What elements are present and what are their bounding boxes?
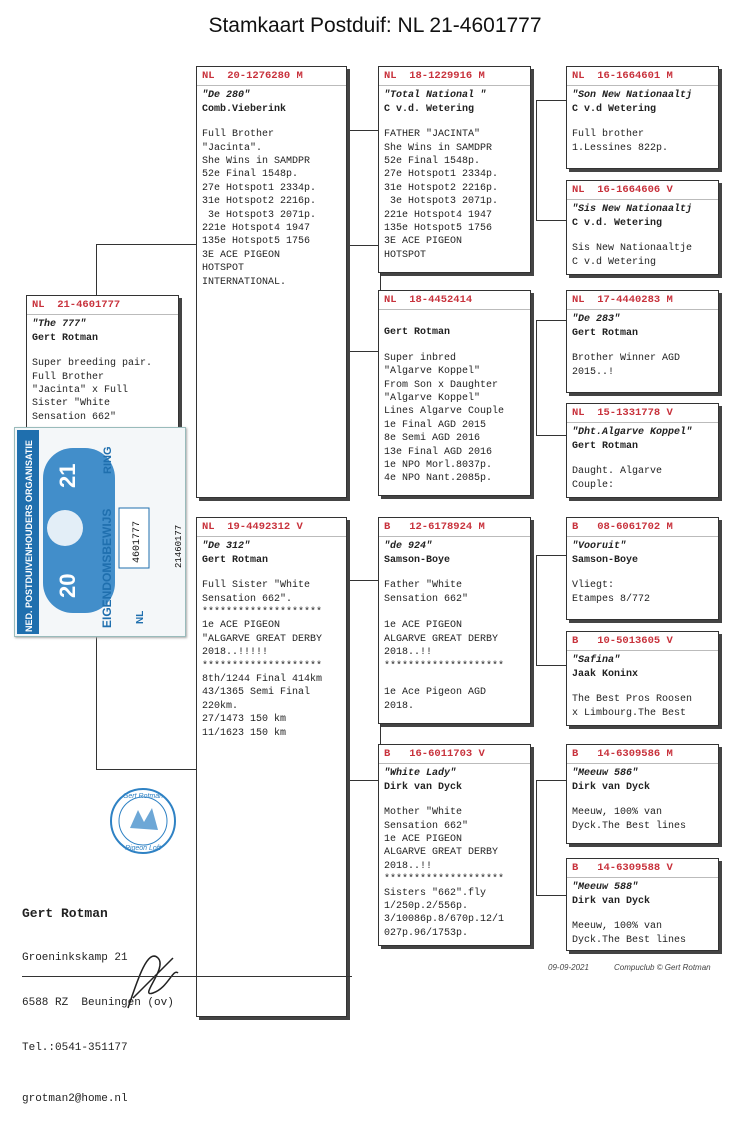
connector-mmf — [536, 780, 567, 841]
certificate-vertical-number: 21460177 — [174, 524, 184, 568]
mf-name: "de 924" — [384, 541, 433, 553]
certificate-org: NED. POSTDUIVENHOUDERS ORGANISATIE — [24, 440, 34, 632]
father-ring: NL 20-1276280 M — [197, 70, 346, 86]
mfm-card[interactable] — [566, 631, 719, 726]
mm-notes: Mother "White Sensation 662" 1e ACE PIGEON ALGARVE GREAT DERBY 2018..!! ******************** Sisters "662".fly 1/250p.2/556p. 3/10086p.8/670p.12/1 027p.96/1753p. — [384, 807, 505, 939]
fmm-name: "Dht.Algarve Koppel" — [572, 427, 693, 439]
ff-ring: NL 18-1229916 M — [379, 70, 530, 86]
fmf-owner: Gert Rotman — [572, 327, 639, 339]
certificate-year-left: 20 — [55, 573, 80, 598]
subject-ring: NL 21-4601777 — [27, 299, 178, 315]
mf-owner: Samson-Boye — [384, 554, 451, 566]
fff-owner: C v.d Wetering — [572, 103, 657, 115]
fmf-notes: Brother Winner AGD 2015..! — [572, 353, 681, 378]
loft-stamp-top: Gert Rotman — [122, 793, 164, 800]
subject-name: "The 777" — [32, 319, 87, 331]
mff-owner: Samson-Boye — [572, 554, 639, 566]
mmf-ring: B 14-6309586 M — [567, 748, 718, 764]
fmm-card[interactable] — [566, 403, 719, 498]
fm-name — [384, 313, 525, 326]
pigeon-icon — [130, 808, 158, 830]
signature-line — [22, 976, 352, 977]
mother-card[interactable] — [196, 517, 347, 1017]
ffm-owner: C v.d. Wetering — [572, 217, 663, 229]
connector-mother — [96, 635, 197, 770]
loft-stamp — [108, 786, 178, 861]
connector-fm — [348, 245, 381, 352]
connector-father — [96, 244, 197, 297]
father-name: "De 280" — [202, 90, 251, 102]
fmf-name: "De 283" — [572, 314, 621, 326]
mfm-notes: The Best Pros Roosen x Limbourg.The Best — [572, 694, 693, 719]
mf-card[interactable] — [378, 517, 531, 724]
connector-mfm — [536, 610, 567, 666]
father-notes: Full Brother "Jacinta". She Wins in SAMDPR 52e Final 1548p. 27e Hotspot1 2334p. 31e Hotspot2 2216p. 3e Hotspot3 2071p. 221e Hotspot4 1947 135e Hotspot5 1756 3E ACE PIGEON HOTSPOT INTERNATIONAL. — [202, 129, 317, 288]
ffm-name: "Sis New Nationaaltj — [572, 204, 693, 216]
subject-notes: Super breeding pair. Full Brother "Jacinta" x Full Sister "White Sensation 662" — [32, 358, 153, 423]
fmm-owner: Gert Rotman — [572, 440, 639, 452]
owner-phone: Tel.:0541-351177 — [22, 1042, 128, 1054]
owner-name: Gert Rotman — [22, 906, 108, 921]
subject-owner: Gert Rotman — [32, 332, 99, 344]
father-owner: Comb.Vieberink — [202, 103, 287, 115]
mmf-name: "Meeuw 586" — [572, 768, 639, 780]
signature — [118, 938, 188, 1023]
subject-card[interactable] — [26, 295, 179, 430]
father-card[interactable] — [196, 66, 347, 498]
fmm-ring: NL 15-1331778 V — [567, 407, 718, 423]
mmf-card[interactable] — [566, 744, 719, 844]
mother-owner: Gert Rotman — [202, 554, 269, 566]
connector-fmm — [536, 375, 567, 436]
fm-ring: NL 18-4452414 — [379, 294, 530, 310]
mother-ring: NL 19-4492312 V — [197, 521, 346, 537]
ffm-card[interactable] — [566, 180, 719, 275]
fm-owner: Gert Rotman — [384, 327, 451, 339]
fff-ring: NL 16-1664601 M — [567, 70, 718, 86]
loft-stamp-bottom: Pigeon Loft — [125, 845, 161, 852]
connector-mm — [348, 675, 381, 781]
mfm-name: "Safina" — [572, 655, 621, 667]
ff-owner: C v.d. Wetering — [384, 103, 475, 115]
certificate-country: NL — [135, 610, 146, 624]
ffm-ring: NL 16-1664606 V — [567, 184, 718, 200]
mmf-owner: Dirk van Dyck — [572, 781, 651, 793]
certificate-title: EIGENDOMSBEWIJS — [100, 508, 114, 628]
mm-name: "White Lady" — [384, 768, 457, 780]
mfm-ring: B 10-5013605 V — [567, 635, 718, 651]
connector-mf — [348, 580, 381, 676]
mmm-notes: Meeuw, 100% van Dyck.The Best lines — [572, 921, 687, 946]
ff-name: "Total National " — [384, 90, 487, 102]
mmm-card[interactable] — [566, 858, 719, 951]
fff-name: "Son New Nationaaltj — [572, 90, 693, 102]
certificate-ring-label: RING — [102, 446, 114, 474]
mf-notes: Father "White Sensation 662" 1e ACE PIGEON ALGARVE GREAT DERBY 2018..!! ******************** 1e Ace Pigeon AGD 2018. — [384, 580, 505, 712]
fm-card[interactable] — [378, 290, 531, 496]
fmm-notes: Daught. Algarve Couple: — [572, 466, 663, 491]
mff-card[interactable] — [566, 517, 719, 620]
mother-name: "De 312" — [202, 541, 251, 553]
mmm-name: "Meeuw 588" — [572, 882, 639, 894]
connector-mmm — [536, 840, 567, 896]
fff-card[interactable] — [566, 66, 719, 169]
ffm-notes: Sis New Nationaaltje C v.d Wetering — [572, 243, 693, 268]
fmf-ring: NL 17-4440283 M — [567, 294, 718, 310]
mm-card[interactable] — [378, 744, 531, 946]
connector-mff — [536, 555, 567, 611]
connector-fmf — [536, 320, 567, 376]
fff-notes: Full brother 1.Lessines 822p. — [572, 129, 669, 154]
ff-notes: FATHER "JACINTA" She Wins in SAMDPR 52e Final 1548p. 27e Hotspot1 2334p. 31e Hotspot2 2216p. 3e Hotspot3 2071p. 221e Hotspot4 1947 135e Hotspot5 1756 3E ACE PIGEON HOTSPOT — [384, 129, 499, 261]
ownership-certificate — [14, 427, 186, 637]
mmm-owner: Dirk van Dyck — [572, 895, 651, 907]
mmf-notes: Meeuw, 100% van Dyck.The Best lines — [572, 807, 687, 832]
mff-name: "Vooruit" — [572, 541, 627, 553]
fm-notes: Super inbred "Algarve Koppel" From Son x Daughter "Algarve Koppel" Lines Algarve Couple 1e Final AGD 2015 8e Semi AGD 2016 13e Final AGD 2016 1e NPO Morl.8037p. 4e NPO Nant.2085p. — [384, 352, 505, 485]
footer-date: 09-09-2021 — [548, 963, 589, 972]
connector-fff — [536, 100, 567, 166]
footer-club: Compuclub © Gert Rotman — [614, 963, 711, 972]
owner-city: 6588 RZ Beuningen (ov) — [22, 997, 174, 1009]
mf-ring: B 12-6178924 M — [379, 521, 530, 537]
ff-card[interactable] — [378, 66, 531, 273]
certificate-number: 4601777 — [132, 520, 143, 563]
certificate-graphic — [15, 428, 185, 636]
mff-ring: B 08-6061702 M — [567, 521, 718, 537]
page-title: Stamkaart Postduif: NL 21-4601777 — [208, 14, 542, 37]
connector-ffm — [536, 165, 567, 221]
mm-owner: Dirk van Dyck — [384, 781, 463, 793]
mff-notes: Vliegt: Etampes 8/772 — [572, 580, 651, 605]
connector-ff — [348, 130, 381, 246]
owner-street: Groeninkskamp 21 — [22, 952, 128, 964]
owner-email[interactable]: grotman2@home.nl — [22, 1093, 128, 1105]
certificate-year-right: 21 — [55, 463, 80, 488]
mmm-ring: B 14-6309588 V — [567, 862, 718, 878]
mother-notes: Full Sister "White Sensation 662". ******************** 1e ACE PIGEON "ALGARVE GREAT DERBY 2018..!!!!! ******************** 8th/1244 Final 414km 43/1365 Semi Final 220km. 27/1473 150 km 11/1623 150 km — [202, 580, 323, 739]
mfm-owner: Jaak Koninx — [572, 668, 639, 680]
mm-ring: B 16-6011703 V — [379, 748, 530, 764]
fmf-card[interactable] — [566, 290, 719, 393]
